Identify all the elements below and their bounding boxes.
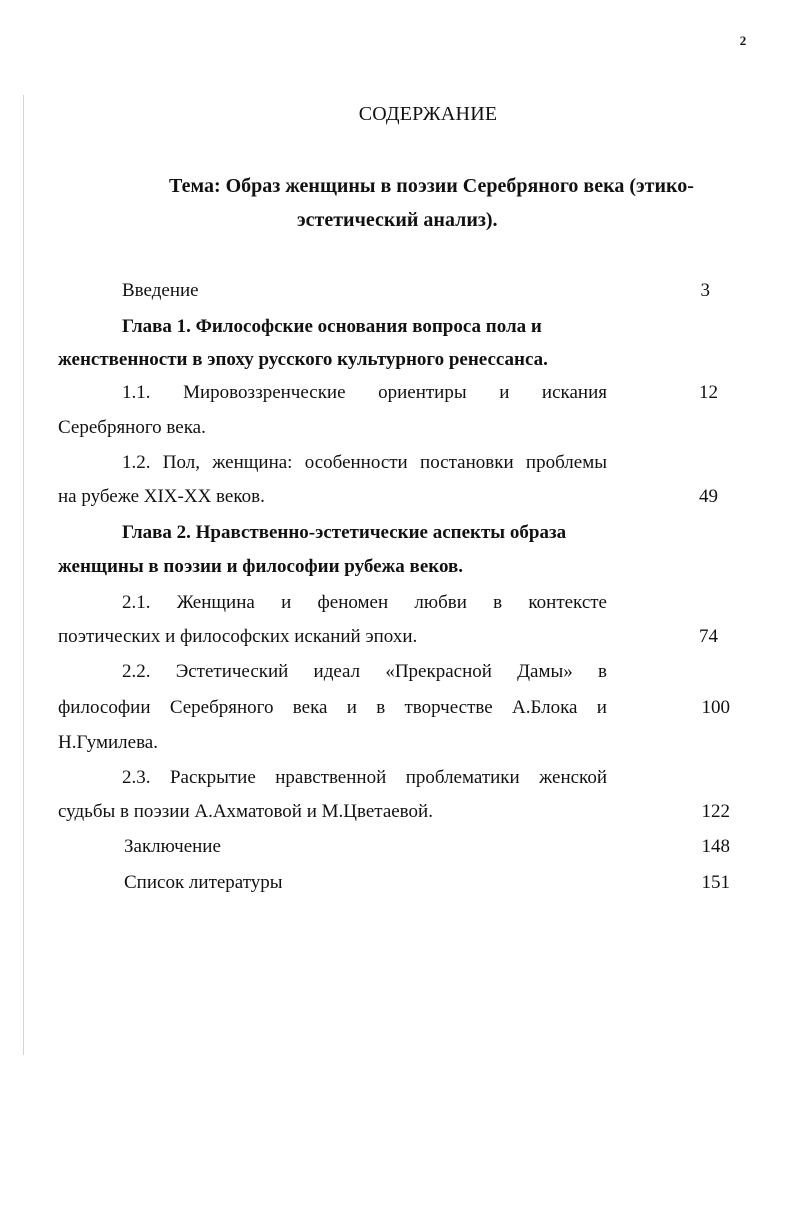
toc-section-2-1-page: 74 bbox=[699, 626, 718, 647]
toc-section-2-3-line-2: судьбы в поэзии А.Ахматовой и М.Цветаевой. bbox=[58, 801, 433, 822]
toc-section-1-2-line-2: на рубеже XIX-XX веков. bbox=[58, 486, 265, 507]
toc-word: 2.3. bbox=[122, 767, 151, 788]
toc-word: «Прекрасной bbox=[385, 661, 492, 682]
toc-word: А.Блока bbox=[511, 697, 578, 718]
toc-word: 2.2. bbox=[122, 661, 151, 682]
toc-word: 1.1. bbox=[122, 382, 151, 403]
toc-intro-page: 3 bbox=[700, 280, 710, 301]
toc-word: Эстетический bbox=[175, 661, 289, 682]
toc-word: нравственной bbox=[275, 767, 387, 788]
toc-section-2-2-page: 100 bbox=[701, 697, 730, 718]
toc-word: феномен bbox=[317, 592, 389, 613]
toc-word: 1.2. bbox=[122, 452, 151, 473]
toc-chapter-2-line-2: женщины в поэзии и философии рубежа веков. bbox=[58, 556, 463, 577]
toc-word: ориентиры bbox=[378, 382, 467, 403]
toc-section-2-2-line-1 bbox=[122, 660, 607, 684]
toc-word: и bbox=[596, 697, 607, 718]
toc-word: и bbox=[499, 382, 510, 403]
toc-section-2-3-page: 122 bbox=[701, 801, 730, 822]
toc-word: Женщина bbox=[176, 592, 255, 613]
toc-section-2-3-line-1 bbox=[122, 766, 607, 790]
toc-word: постановки bbox=[420, 452, 514, 473]
toc-conclusion-label: Заключение bbox=[124, 836, 221, 857]
toc-word: искания bbox=[541, 382, 607, 403]
toc-word: и bbox=[281, 592, 292, 613]
toc-word: в bbox=[597, 661, 607, 682]
toc-word: века bbox=[292, 697, 328, 718]
toc-word: в bbox=[493, 592, 503, 613]
toc-section-1-1-line-1 bbox=[122, 381, 607, 405]
toc-section-1-2-page: 49 bbox=[699, 486, 718, 507]
toc-bibliography-label: Список литературы bbox=[124, 872, 283, 893]
toc-intro-label: Введение bbox=[122, 280, 199, 301]
toc-section-2-2-line-3: Н.Гумилева. bbox=[58, 732, 158, 753]
toc-chapter-2-line-1: Глава 2. Нравственно-эстетические аспекты образа bbox=[122, 522, 567, 543]
toc-chapter-1-line-1: Глава 1. Философские основания вопроса пола и bbox=[122, 316, 542, 337]
toc-word: Пол, bbox=[162, 452, 200, 473]
toc-section-2-1-line-1 bbox=[122, 591, 607, 615]
topic-title-line-1: Тема: Образ женщины в поэзии Серебряного века (этико- bbox=[169, 175, 694, 197]
toc-word: особенности bbox=[304, 452, 408, 473]
toc-word: идеал bbox=[313, 661, 361, 682]
toc-word: творчестве bbox=[404, 697, 493, 718]
toc-section-1-1-page: 12 bbox=[699, 382, 718, 403]
scan-edge-line bbox=[23, 95, 24, 1055]
toc-word: контексте bbox=[528, 592, 607, 613]
toc-word: философии bbox=[58, 697, 151, 718]
toc-section-1-2-line-1 bbox=[122, 451, 607, 475]
toc-word: Серебряного bbox=[169, 697, 274, 718]
toc-word: Мировоззренческие bbox=[183, 382, 346, 403]
toc-section-2-2-line-2 bbox=[58, 696, 607, 720]
page-title: СОДЕРЖАНИЕ bbox=[358, 103, 498, 125]
toc-chapter-1-line-2: женственности в эпоху русского культурного ренессанса. bbox=[58, 349, 548, 370]
toc-word: женской bbox=[539, 767, 607, 788]
toc-word: и bbox=[346, 697, 357, 718]
toc-word: 2.1. bbox=[122, 592, 151, 613]
toc-conclusion-page: 148 bbox=[701, 836, 730, 857]
toc-word: проблемы bbox=[525, 452, 607, 473]
toc-word: Дамы» bbox=[517, 661, 573, 682]
toc-word: любви bbox=[414, 592, 467, 613]
toc-word: Раскрытие bbox=[169, 767, 256, 788]
toc-bibliography-page: 151 bbox=[701, 872, 730, 893]
toc-section-2-1-line-2: поэтических и философских исканий эпохи. bbox=[58, 626, 418, 647]
topic-title-line-2: эстетический анализ). bbox=[297, 209, 498, 231]
toc-word: женщина: bbox=[212, 452, 293, 473]
page-number: 2 bbox=[739, 33, 747, 48]
toc-section-1-1-line-2: Серебряного века. bbox=[58, 417, 206, 438]
toc-word: в bbox=[376, 697, 386, 718]
toc-word: проблематики bbox=[405, 767, 520, 788]
